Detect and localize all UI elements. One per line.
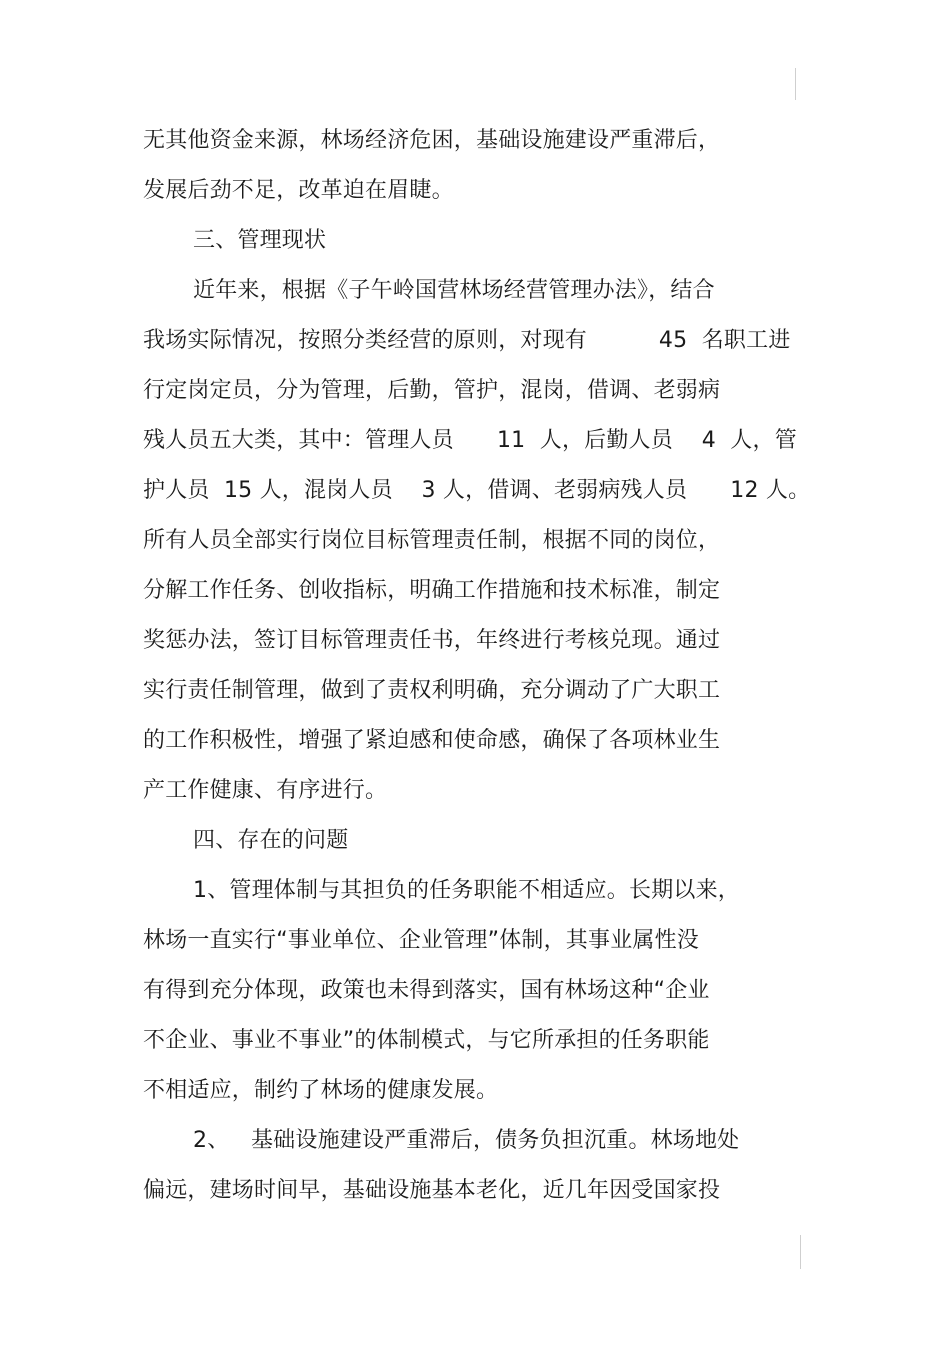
text-line: 我场实际情况，按照分类经营的原则，对现有 45 名职工进 <box>143 328 791 353</box>
text-line: 发展后劲不足，改革迫在眉睫。 <box>143 178 454 203</box>
text-line: 2、 基础设施建设严重滞后，债务负担沉重。林场地处 <box>193 1128 740 1153</box>
section-heading: 四、存在的问题 <box>193 828 349 853</box>
text-line: 奖惩办法，签订目标管理责任书，年终进行考核兑现。通过 <box>143 628 721 653</box>
section-heading: 三、管理现状 <box>193 228 327 253</box>
margin-mark-bottom <box>800 1235 801 1269</box>
text-line: 不相适应，制约了林场的健康发展。 <box>143 1078 499 1103</box>
text-line: 偏远，建场时间早，基础设施基本老化，近几年因受国家投 <box>143 1178 721 1203</box>
text-line: 所有人员全部实行岗位目标管理责任制，根据不同的岗位， <box>143 528 721 553</box>
text-line: 行定岗定员，分为管理，后勤，管护，混岗，借调、老弱病 <box>143 378 721 403</box>
text-line: 分解工作任务、创收指标，明确工作措施和技术标准，制定 <box>143 578 721 603</box>
text-line: 1、管理体制与其担负的任务职能不相适应。长期以来， <box>193 878 740 903</box>
text-line: 实行责任制管理，做到了责权利明确，充分调动了广大职工 <box>143 678 721 703</box>
text-line: 有得到充分体现，政策也未得到落实，国有林场这种“企业 <box>143 978 710 1003</box>
margin-mark-top <box>795 68 796 100</box>
text-line: 不企业、事业不事业”的体制模式，与它所承担的任务职能 <box>143 1028 710 1053</box>
text-line: 的工作积极性，增强了紧迫感和使命感，确保了各项林业生 <box>143 728 721 753</box>
text-line: 残人员五大类，其中：管理人员 11 人，后勤人员 4 人，管 <box>143 428 797 453</box>
text-line: 产工作健康、有序进行。 <box>143 778 388 803</box>
text-line: 无其他资金来源，林场经济危困，基础设施建设严重滞后， <box>143 128 721 153</box>
text-line: 近年来，根据《子午岭国营林场经营管理办法》，结合 <box>193 278 715 303</box>
text-line: 护人员 15 人，混岗人员 3 人，借调、老弱病残人员 12 人。 <box>143 478 811 503</box>
text-line: 林场一直实行“事业单位、企业管理”体制，其事业属性没 <box>143 928 699 953</box>
